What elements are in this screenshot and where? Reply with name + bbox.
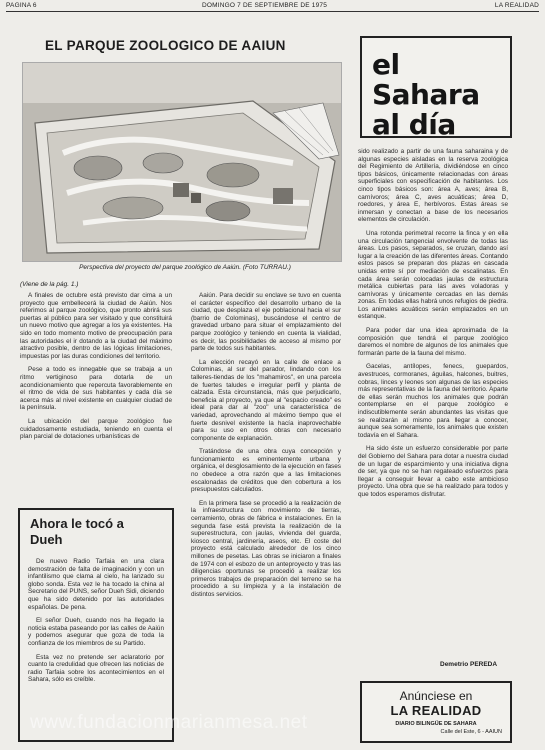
article-column-3 [358, 148, 508, 505]
dueh-box-text [28, 558, 164, 690]
sahara-al-dia-banner [360, 36, 512, 141]
photo-caption: Perspectiva del proyecto del parque zoológico de Aaiún. (Foto TURRAU.) [79, 264, 291, 271]
dueh-news-box [18, 508, 174, 742]
paragraph: Una rotonda perimetral recorre la finca y en ella una circulación tangencial envolvente de todas las áreas. Los pasos, separados, se cruzan, dando así lugar a la creación de las diferentes áreas. Contando estos pasos se preparan dos plazas en cascada unidas entre sí por mediación de escalinatas. En cada área serán colocadas jaulas de estructura metálica cubiertas para las aves voladoras y carnívoras y únicamente cercadas en las demás zonas. En todas ellas habrá unos refugios de piedra. Los animales acuáticos serán emplazados en un estanque. [358, 229, 508, 321]
zoo-model-illustration [23, 63, 341, 261]
paragraph: En la primera fase se procedió a la realización de la infraestructura con movimiento de tierras, cerramiento, obras de fábrica e instalaciones. En la segunda fase está prevista la realización de la superestructura, con jaulas, vivienda del guarda, kiosco central, jardinería, aseos, etc. El coste del proyecto está calculado alrededor de los cinco millones de pesetas. Las obras se iniciaron a finales de 1974 con el esbozo de un anteproyecto y tras las diligencias oportunas se procedió a realizar los primeros trabajos de preparación del terreno se ha procedido a su limpieza y a la instalación de distintos servicios. [191, 499, 341, 598]
ad-newspaper-name: LA REALIDAD [390, 703, 482, 718]
paragraph: sido realizado a partir de una fauna saharaina y de algunas especies aisladas en la reserva zoológica del Regimiento de Artillería, dividiéndose en cinco tipos básicos, únicamente relacionadas con áreas superficiales con especificación de habitantes. Los cinco tipos básicos son: área A, aves; área B, carnívoros; área C, aves acuáticas; área D, roedores, y área E, herbívoros. Estas áreas se inmersan y conectan a base de los necesarios elementos de circulación. [358, 148, 508, 224]
paragraph: La ubicación del parque zoológico fue cuidadosamente estudiada, teniendo en cuenta el plan parcial de dotaciones urbanísticas de [20, 417, 172, 441]
continuation-note: (Viene de la pág. 1.) [20, 281, 79, 288]
sahara-banner-line-2: al día [372, 108, 456, 141]
paragraph: De nuevo Radio Tarfaia en una clara demostración de falta de imaginación y con un infantilismo que clama al cielo, ha lanzado su globo sonda. Esta vez le ha tocado la china al Secretario del PUNS, señor Dueh Sidi, diciendo que ha sido detenido por las autoridades españolas. De pena. [28, 558, 164, 611]
advertisement-box [360, 681, 512, 743]
article-title: EL PARQUE ZOOLOGICO DE AAIUN [45, 38, 286, 53]
article-column-1 [20, 292, 172, 447]
dueh-title-line-1: Ahora le tocó a [30, 516, 124, 531]
article-column-2 [191, 292, 341, 605]
sahara-banner-line-1: el Sahara [372, 48, 480, 111]
paragraph: Tratándose de una obra cuya concepción y funcionamiento es eminentemente urbana y orgánica, el desglosamiento de la ejecución en fases no obedece a otra razón que a las limitaciones escalonadas de créditos que den cobertura a los presupuestos calculados. [191, 448, 341, 494]
newspaper-name: LA REALIDAD [494, 2, 539, 9]
zoo-project-photo [22, 62, 342, 262]
ad-line-1: Anúnciese en [399, 689, 473, 703]
dueh-box-title [30, 516, 124, 548]
header-rule [6, 11, 539, 12]
paragraph: Aaiún. Para decidir su enclave se tuvo en cuenta el carácter específico del desarrollo urbano de la ciudad, que desplaza el eje poblacional hacia el sur (barrio de Colominas), buscándose el centro de gravedad urbano para situar el emplazamiento del parque zoológico y teniendo en cuenta la vialidad, es decir, las posibilidades de acceso al mismo por parte de todos sus habitantes. [191, 292, 341, 353]
paragraph: A finales de octubre está previsto dar cima a un proyecto que embellecerá la ciudad de Aaiún. Nos referimos al parque zoológico, que pronto abrirá sus puertas al público para ser visitado y que constituirá un nuevo motivo que agregar a los ya existentes. Ha sido en todo momento motivo de preocupación para las autoridades el ir dotando a la ciudad del máximo atractivo posible, dentro de las lógicas limitaciones, impuestas por las duras condiciones del territorio. [20, 292, 172, 360]
paragraph: La elección recayó en la calle de enlace a Colominas, al sur del parador, lindando con los talleres-tiendas de los "mahamiros", en una parcela de fuertes taludes e irregular perfil y planta de calzada. Esta circunstancia, más que perjudicarlo, beneficia al proyecto, ya que al "espacio creado" es ideal para dar al "zoo" una característica de variedad, aprovechando al máximo tiempo que el fuerte desnivel existente la hacía inaprovechable para su uso en otros obras con necesario componente de explanación. [191, 358, 341, 442]
paragraph: Esta vez no pretende ser aclaratorio por cuanto la credulidad que ofrecen las noticias de radio Tarfaia sobre los acontecimientos en el Sahara, sólo es creíble. [28, 653, 164, 684]
sahara-banner-title [372, 50, 510, 140]
paragraph: El señor Dueh, cuando nos ha llegado la noticia estaba paseando por las calles de Aaiún y podemos asegurar que goza de toda la confianza de los miembros de su Partido. [28, 617, 164, 647]
page-number: PAGINA 6 [6, 2, 37, 9]
article-signature: Demetrio PEREDA [440, 661, 498, 668]
paragraph: Pese a todo es innegable que se trabaja a un ritmo vertiginoso para dotarla de un acondicionamiento que repercuta favorablemente en el ritmo de vida de sus habitantes y cada día se acerca más al nivel existente en cualquier ciudad de la península. [20, 366, 172, 412]
paragraph: Gacelas, antílopes, fenecs, guepardos, avestruces, cormoranes, águilas, halcones, buitres, cobras, linces y leones son algunas de las especies más representativas de la fauna del territorio. Aparte de ellas serán muchos los animales que podrán contemplarse en el parque zoológico e indiscutiblemente serán abundantes las visitas que se realizarán al mismo para llegar a conocer, aunque sea someramente, los animales que existen todavía en el Sahara. [358, 363, 508, 439]
ad-subtitle: DIARIO BILINGÜE DE SAHARA [395, 721, 477, 727]
paragraph: Para poder dar una idea aproximada de la composición que tendrá el parque zoológico daremos el nombre de algunos de los animales que formarán parte de la fauna del mismo. [358, 327, 508, 357]
dueh-title-line-2: Dueh [30, 532, 63, 547]
issue-date: DOMINGO 7 DE SEPTIEMBRE DE 1975 [202, 2, 328, 9]
ad-address: Calle del Este, 6 - AAIUN [440, 729, 502, 735]
watermark: www.fundacionmarianmesa.net [30, 712, 308, 733]
paragraph: Ha sido éste un esfuerzo considerable por parte del Gobierno del Sahara para dotar a nuestra ciudad de un lugar de esparcimiento y una iniciativa digna de ser, ya que no se han regateado esfuerzos para llegar a conseguir llevar a cabo este ambicioso proyecto. Una obra que se ha realizado para todos y que todos esperamos disfrutar. [358, 445, 508, 498]
